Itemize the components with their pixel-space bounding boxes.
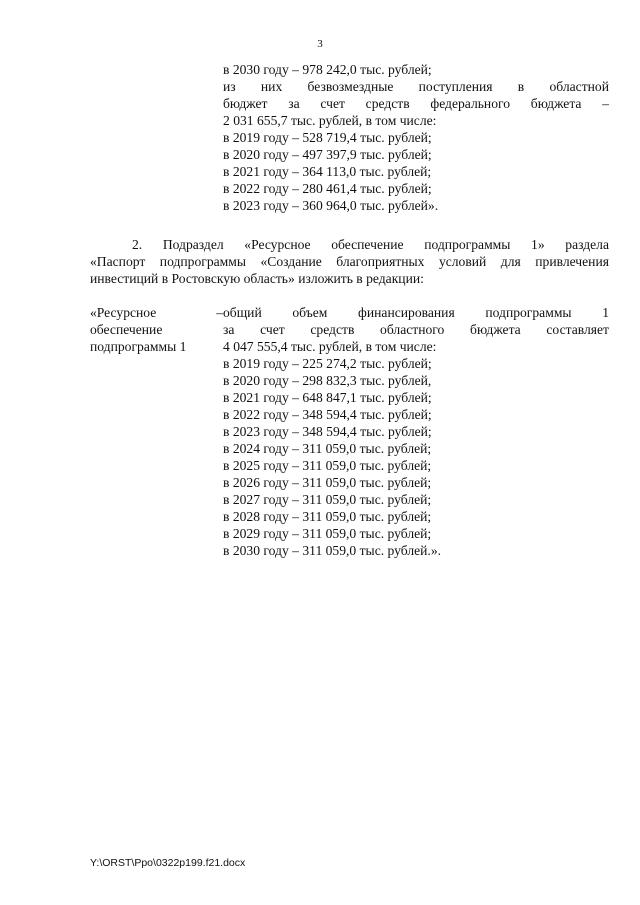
resource-line: 4 047 555,4 тыс. рублей, в том числе:: [223, 339, 437, 354]
resource-line: общий объем финансирования подпрограммы 1: [223, 305, 609, 320]
resource-line: в 2026 году – 311 059,0 тыс. рублей;: [223, 475, 432, 490]
resource-line: в 2020 году – 298 832,3 тыс. рублей,: [223, 373, 432, 388]
resource-line: за счет средств областного бюджета составляет: [223, 322, 609, 337]
funding-line: в 2023 году – 360 964,0 тыс. рублей».: [223, 198, 439, 213]
resource-line: в 2029 году – 311 059,0 тыс. рублей;: [223, 526, 432, 541]
resource-label-first-line: [90, 304, 223, 321]
section-2-paragraph: [90, 236, 609, 287]
page-number: 3: [317, 38, 323, 50]
funding-line: 2 031 655,7 тыс. рублей, в том числе:: [223, 113, 437, 128]
resource-line: в 2023 году – 348 594,4 тыс. рублей;: [223, 424, 432, 439]
paragraph-line: 2. Подраздел «Ресурсное обеспечение подпрограммы 1» раздела: [132, 237, 609, 252]
resource-line: в 2028 году – 311 059,0 тыс. рублей;: [223, 509, 432, 524]
resource-line: в 2021 году – 648 847,1 тыс. рублей;: [223, 390, 432, 405]
funding-continuation-block: [223, 61, 609, 214]
resource-value-column: [223, 304, 609, 559]
funding-line: в 2021 году – 364 113,0 тыс. рублей;: [223, 164, 432, 179]
resource-line: в 2024 году – 311 059,0 тыс. рублей;: [223, 441, 432, 456]
funding-line: бюджет за счет средств федерального бюджета –: [223, 96, 609, 111]
resource-line: в 2025 году – 311 059,0 тыс. рублей;: [223, 458, 432, 473]
resource-label-text: подпрограммы 1: [90, 339, 187, 354]
resource-label-column: [90, 304, 223, 355]
resource-line: в 2027 году – 311 059,0 тыс. рублей;: [223, 492, 432, 507]
funding-line: в 2022 году – 280 461,4 тыс. рублей;: [223, 181, 432, 196]
resource-label-text: «Ресурсное: [90, 305, 157, 320]
resource-label-text: обеспечение: [90, 322, 163, 337]
resource-line: в 2019 году – 225 274,2 тыс. рублей;: [223, 356, 432, 371]
file-path-footer: Y:\ORST\Ppo\0322p199.f21.docx: [90, 857, 246, 869]
resource-line: в 2022 году – 348 594,4 тыс. рублей;: [223, 407, 432, 422]
label-dash: –: [216, 305, 223, 320]
funding-line: в 2020 году – 497 397,9 тыс. рублей;: [223, 147, 432, 162]
paragraph-line: инвестиций в Ростовскую область» изложить в редакции:: [90, 271, 424, 286]
paragraph-line: «Паспорт подпрограммы «Создание благоприятных условий для привлечения: [90, 254, 609, 269]
funding-line: в 2030 году – 978 242,0 тыс. рублей;: [223, 62, 432, 77]
resource-line: в 2030 году – 311 059,0 тыс. рублей.».: [223, 543, 442, 558]
funding-line: в 2019 году – 528 719,4 тыс. рублей;: [223, 130, 432, 145]
funding-line: из них безвозмездные поступления в областной: [223, 79, 609, 94]
